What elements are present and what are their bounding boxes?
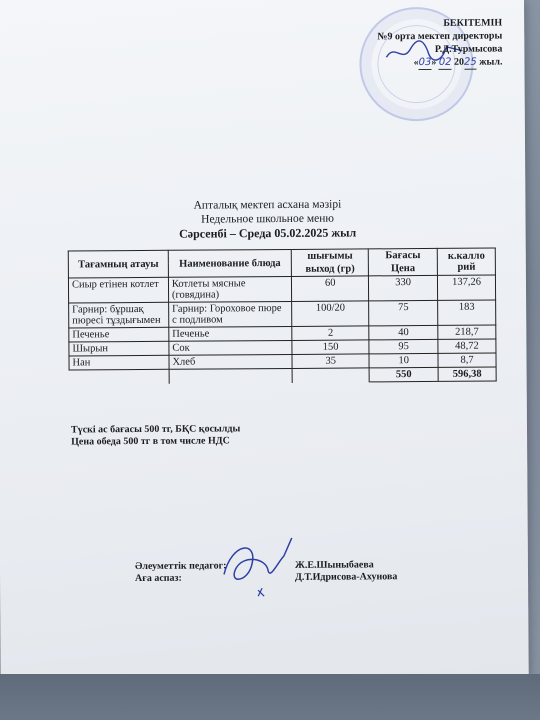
cell-dish-ru: Сок: [169, 340, 292, 355]
header-price-kz: Бағасы: [368, 248, 437, 262]
cell-output: 35: [292, 354, 369, 369]
total-price: 550: [369, 367, 438, 381]
cell-output: 100/20: [292, 301, 369, 327]
cell-dish-kz: Шырын: [69, 341, 169, 356]
signatures-block: [134, 559, 398, 585]
price-notes: [71, 423, 240, 448]
cell-dish-ru: Печенье: [169, 326, 292, 341]
cell-dish-kz: Сиыр етінен котлет: [68, 277, 168, 303]
note-kz: Түскі ас бағасы 500 тг, БҚС қосылды: [70, 423, 241, 436]
cell-dish-ru: Хлеб: [169, 354, 292, 369]
cell-price: 10: [369, 353, 438, 367]
title-kz: Апталық мектеп асхана мәзірі: [193, 198, 342, 212]
approval-date-day: 03: [418, 56, 432, 69]
table-row: [69, 300, 496, 328]
cell-output: 150: [292, 340, 369, 355]
title-ru: Недельное школьное меню: [201, 212, 334, 226]
cell-price: 75: [369, 300, 438, 325]
header-dish-kz: Тағамның атауы: [68, 250, 168, 278]
table-total-row: [69, 367, 496, 384]
cell-dish-ru: Котлеты мясные (говядина): [168, 276, 291, 302]
note-ru: Цена обеда 500 тг в том числе НДС: [71, 435, 230, 448]
header-output-kz: шығымы: [291, 249, 368, 263]
cell-output: 2: [292, 326, 369, 341]
cell-price: 40: [369, 325, 438, 339]
cell-kcal: 48,72: [438, 339, 496, 353]
table-row: [68, 275, 495, 303]
role-social-pedagogue: Әлеуметтік педагог:: [134, 560, 227, 573]
cell-kcal: 137,26: [438, 275, 496, 300]
cell-dish-kz: Печенье: [69, 327, 169, 342]
cell-output: 60: [292, 276, 369, 302]
approval-date-year-suffix: 25: [464, 56, 477, 68]
approval-date-month: 02: [438, 56, 452, 68]
cell-dish-kz: Нан: [69, 355, 169, 370]
cell-dish-kz: Гарнир: бұршақ пюресі тұздығымен: [69, 302, 169, 328]
approval-director-name: Р.Д.Турмысова: [434, 43, 503, 55]
cell-dish-ru: Гарнир: Гороховое пюре с подливом: [169, 301, 292, 327]
approval-date-tail: жыл.: [479, 56, 503, 68]
menu-titles: [0, 196, 538, 242]
header-price-ru: Цена: [369, 262, 438, 276]
approval-date: «03» 02 2025 жыл.: [413, 56, 503, 69]
cell-price: 330: [369, 275, 438, 300]
social-pedagogue-signature: [218, 534, 298, 601]
total-kcal: 596,38: [438, 367, 496, 381]
name-head-cook: Д.Т.Идрисова-Ахунова: [295, 571, 398, 583]
header-output-ru: выход (гр): [292, 262, 369, 276]
photo-floor-background: [0, 674, 540, 720]
approval-block: [322, 16, 502, 70]
title-day: Сәрсенбі – Среда 05.02.2025 жыл: [179, 225, 357, 241]
cell-kcal: 8,7: [438, 353, 496, 367]
cell-kcal: 218,7: [438, 325, 496, 339]
header-kcal: к.калло рий: [437, 248, 495, 275]
header-dish-ru: Наименование блюда: [168, 249, 291, 277]
name-social-pedagogue: Ж.Е.Шыныбаева: [294, 559, 374, 571]
cell-kcal: 183: [438, 300, 496, 325]
approval-heading: БЕКІТЕМІН: [443, 17, 503, 29]
cell-price: 95: [369, 339, 438, 353]
approval-date-year-prefix: 20: [454, 56, 465, 68]
role-head-cook: Аға аспаз:: [135, 572, 182, 585]
menu-table: [68, 248, 497, 385]
approval-position: №9 орта мектеп директоры: [377, 30, 503, 43]
